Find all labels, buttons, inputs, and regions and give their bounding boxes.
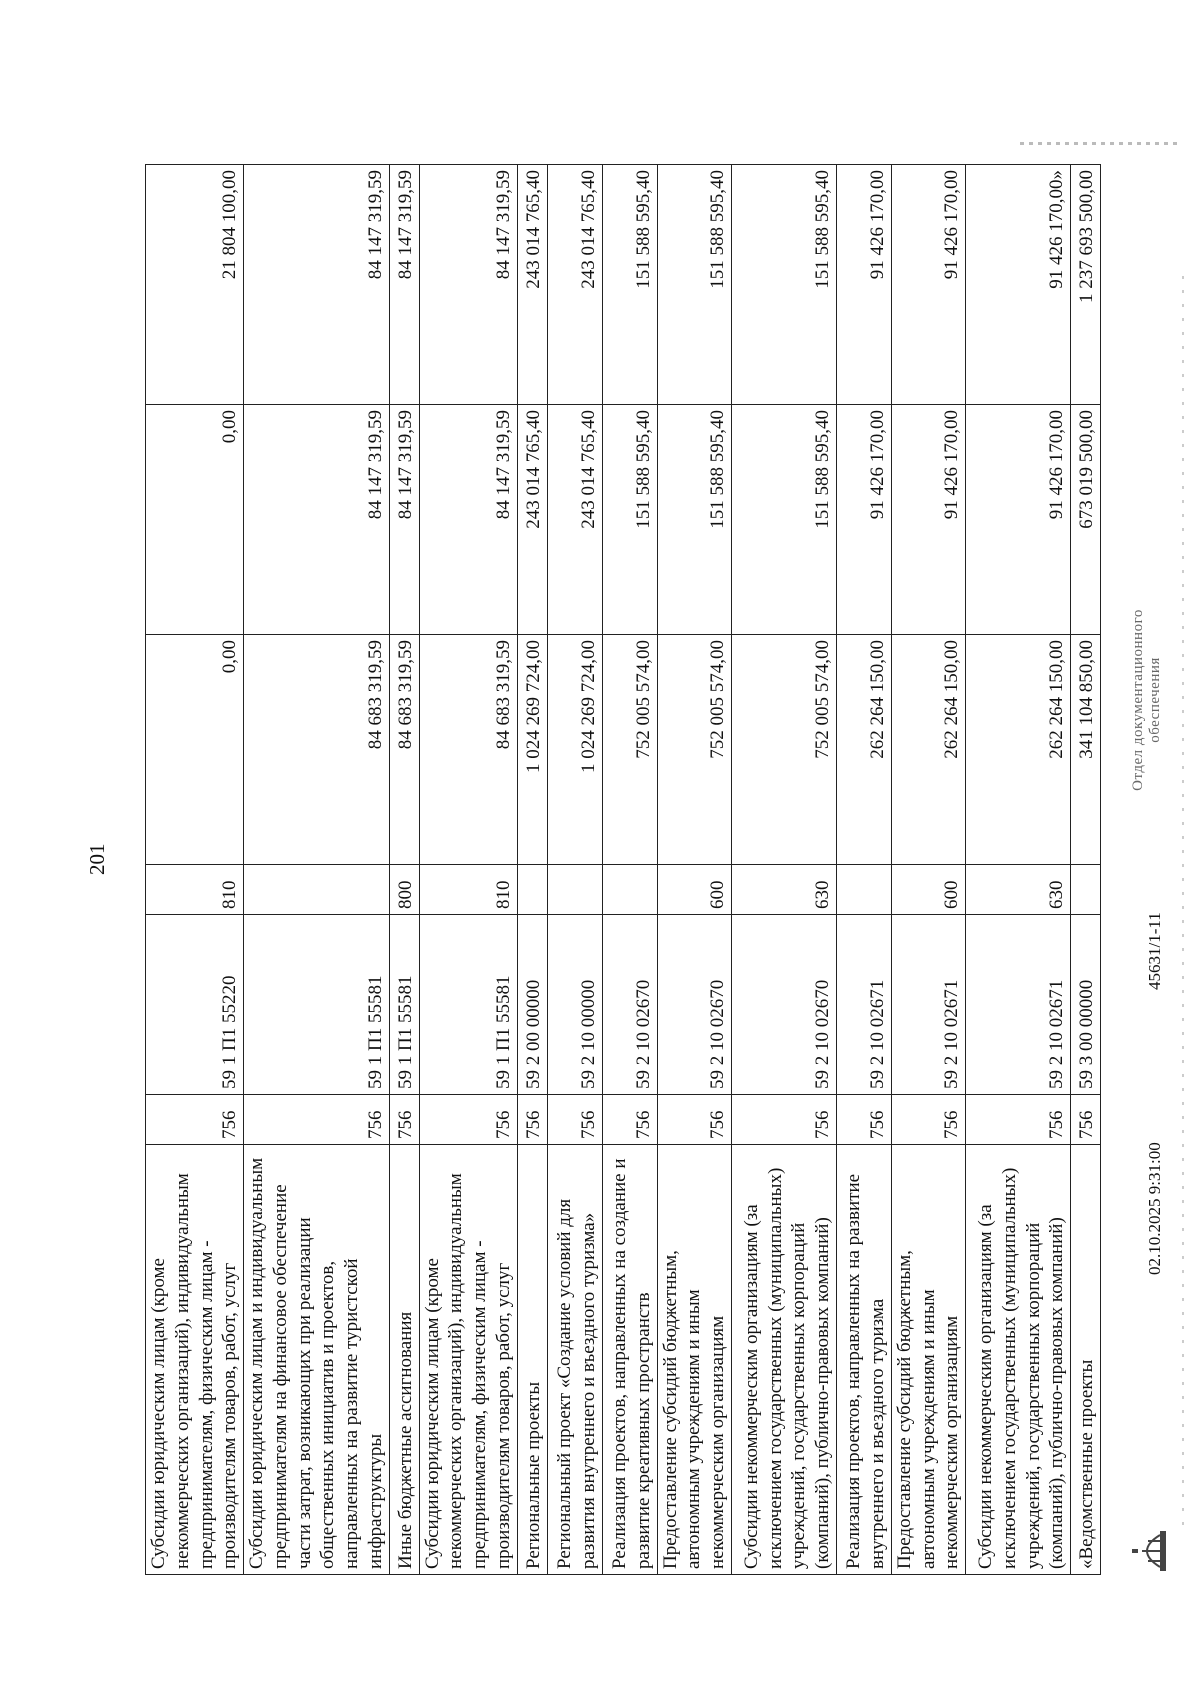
ministry-code: 756: [891, 1095, 965, 1145]
amount-year-1: 0,00: [146, 635, 244, 865]
amount-year-2: 151 588 595,40: [731, 405, 836, 635]
amount-year-3: 84 147 319,59: [419, 165, 517, 405]
expense-type-code: 800: [389, 865, 419, 915]
target-article-code: 59 1 П1 55581: [244, 915, 390, 1095]
amount-year-2: 151 588 595,40: [602, 405, 657, 635]
amount-year-3: 151 588 595,40: [602, 165, 657, 405]
amount-year-1: 1 024 269 724,00: [517, 635, 547, 865]
row-name: «Ведомственные проекты: [1071, 1145, 1101, 1575]
expense-type-code: [547, 865, 602, 915]
amount-year-2: 243 014 765,40: [547, 405, 602, 635]
ministry-code: 756: [836, 1095, 891, 1145]
amount-year-1: 341 104 850,00: [1071, 635, 1101, 865]
amount-year-3: 1 237 693 500,00: [1071, 165, 1101, 405]
ministry-code: 756: [966, 1095, 1071, 1145]
expense-type-code: [602, 865, 657, 915]
amount-year-1: 1 024 269 724,00: [547, 635, 602, 865]
scan-artifact: [1020, 142, 1180, 145]
budget-table: [145, 164, 1101, 1575]
amount-year-2: 91 426 170,00: [891, 405, 965, 635]
stamp-line: обеспечения: [1147, 657, 1164, 743]
amount-year-2: 151 588 595,40: [657, 405, 731, 635]
amount-year-3: 84 147 319,59: [244, 165, 390, 405]
amount-year-1: 84 683 319,59: [389, 635, 419, 865]
amount-year-3: 91 426 170,00»: [966, 165, 1071, 405]
row-name: Субсидии юридическим лицам и индивидуальным предпринимателям на финансовое обеспечение части затрат, возникающих при реализации общественных инициатив и проектов, направленных на развитие туристской инфраструктуры: [244, 1145, 390, 1575]
table-row: [547, 165, 602, 1575]
table-row: [517, 165, 547, 1575]
target-article-code: 59 2 10 02671: [966, 915, 1071, 1095]
row-name: Предоставление субсидий бюджетным, автономным учреждениям и иным некоммерческим организациям: [891, 1145, 965, 1575]
amount-year-1: 752 005 574,00: [731, 635, 836, 865]
expense-type-code: 810: [146, 865, 244, 915]
footer-date: 02.10.2025 9:31:00: [1145, 1142, 1164, 1275]
target-article-code: 59 2 00 00000: [517, 915, 547, 1095]
table-row: [657, 165, 731, 1575]
target-article-code: 59 1 П1 55220: [146, 915, 244, 1095]
scan-edge-artifact: [1182, 275, 1184, 1525]
target-article-code: 59 2 10 02671: [891, 915, 965, 1095]
amount-year-3: 84 147 319,59: [389, 165, 419, 405]
expense-type-code: 630: [966, 865, 1071, 915]
row-name: Реализация проектов, направленных на создание и развитие креативных пространств: [602, 1145, 657, 1575]
table-row: [731, 165, 836, 1575]
ministry-code: 756: [389, 1095, 419, 1145]
ministry-code: 756: [146, 1095, 244, 1145]
amount-year-3: 151 588 595,40: [657, 165, 731, 405]
target-article-code: 59 1 П1 55581: [389, 915, 419, 1095]
target-article-code: 59 2 10 02670: [731, 915, 836, 1095]
target-article-code: 59 2 10 02671: [836, 915, 891, 1095]
amount-year-3: 91 426 170,00: [836, 165, 891, 405]
logo-icon: [1130, 1527, 1170, 1575]
target-article-code: 59 2 10 02670: [657, 915, 731, 1095]
row-name: Субсидии юридическим лицам (кроме некоммерческих организаций), индивидуальным предпринимателям, физическим лицам - производителям товаров, работ, услуг: [146, 1145, 244, 1575]
amount-year-3: 243 014 765,40: [547, 165, 602, 405]
table-row: [966, 165, 1071, 1575]
expense-type-code: [1071, 865, 1101, 915]
row-name: Субсидии некоммерческим организациям (за исключением государственных (муниципальных) учреждений, государственных корпораций (компаний), публично-правовых компаний): [966, 1145, 1071, 1575]
table-row: [891, 165, 965, 1575]
target-article-code: 59 2 10 00000: [547, 915, 602, 1095]
amount-year-3: 243 014 765,40: [517, 165, 547, 405]
row-name: Реализация проектов, направленных на развитие внутреннего и въездного туризма: [836, 1145, 891, 1575]
table-row: [146, 165, 244, 1575]
table-row: [389, 165, 419, 1575]
row-name: Иные бюджетные ассигнования: [389, 1145, 419, 1575]
amount-year-3: 21 804 100,00: [146, 165, 244, 405]
ministry-code: 756: [731, 1095, 836, 1145]
expense-type-code: [244, 865, 390, 915]
expense-type-code: 810: [419, 865, 517, 915]
table-row: [419, 165, 517, 1575]
row-name: Субсидии юридическим лицам (кроме некоммерческих организаций), индивидуальным предпринимателям, физическим лицам - производителям товаров, работ, услуг: [419, 1145, 517, 1575]
amount-year-2: 84 147 319,59: [389, 405, 419, 635]
ministry-code: 756: [244, 1095, 390, 1145]
target-article-code: 59 2 10 02670: [602, 915, 657, 1095]
row-name: Предоставление субсидий бюджетным, автономным учреждениям и иным некоммерческим организациям: [657, 1145, 731, 1575]
ministry-code: 756: [419, 1095, 517, 1145]
ministry-code: 756: [602, 1095, 657, 1145]
amount-year-1: 84 683 319,59: [419, 635, 517, 865]
amount-year-1: 262 264 150,00: [836, 635, 891, 865]
amount-year-2: 91 426 170,00: [836, 405, 891, 635]
amount-year-1: 752 005 574,00: [657, 635, 731, 865]
table-row: [602, 165, 657, 1575]
table-row: [244, 165, 390, 1575]
amount-year-2: 673 019 500,00: [1071, 405, 1101, 635]
expense-type-code: [517, 865, 547, 915]
stamp-line: Отдел документационного: [1130, 609, 1146, 791]
amount-year-1: 752 005 574,00: [602, 635, 657, 865]
table-row: [1071, 165, 1101, 1575]
target-article-code: 59 1 П1 55581: [419, 915, 517, 1095]
expense-type-code: 600: [657, 865, 731, 915]
department-stamp: [1130, 575, 1165, 825]
page-number: 201: [85, 843, 109, 875]
row-name: Региональные проекты: [517, 1145, 547, 1575]
footer-doc-code: 45631/1-11: [1145, 912, 1164, 990]
ministry-code: 756: [1071, 1095, 1101, 1145]
table-row: [836, 165, 891, 1575]
amount-year-2: 84 147 319,59: [244, 405, 390, 635]
amount-year-2: 91 426 170,00: [966, 405, 1071, 635]
amount-year-3: 91 426 170,00: [891, 165, 965, 405]
ministry-code: 756: [517, 1095, 547, 1145]
amount-year-2: 84 147 319,59: [419, 405, 517, 635]
amount-year-1: 262 264 150,00: [891, 635, 965, 865]
expense-type-code: 600: [891, 865, 965, 915]
row-name: Субсидии некоммерческим организациям (за исключением государственных (муниципальных) учреждений, государственных корпораций (компаний), публично-правовых компаний): [731, 1145, 836, 1575]
ministry-code: 756: [657, 1095, 731, 1145]
amount-year-1: 84 683 319,59: [244, 635, 390, 865]
expense-type-code: 630: [731, 865, 836, 915]
row-name: Региональный проект «Создание условий для развития внутреннего и въездного туризма»: [547, 1145, 602, 1575]
ministry-code: 756: [547, 1095, 602, 1145]
expense-type-code: [836, 865, 891, 915]
amount-year-1: 262 264 150,00: [966, 635, 1071, 865]
amount-year-3: 151 588 595,40: [731, 165, 836, 405]
amount-year-2: 0,00: [146, 405, 244, 635]
amount-year-2: 243 014 765,40: [517, 405, 547, 635]
target-article-code: 59 3 00 00000: [1071, 915, 1101, 1095]
